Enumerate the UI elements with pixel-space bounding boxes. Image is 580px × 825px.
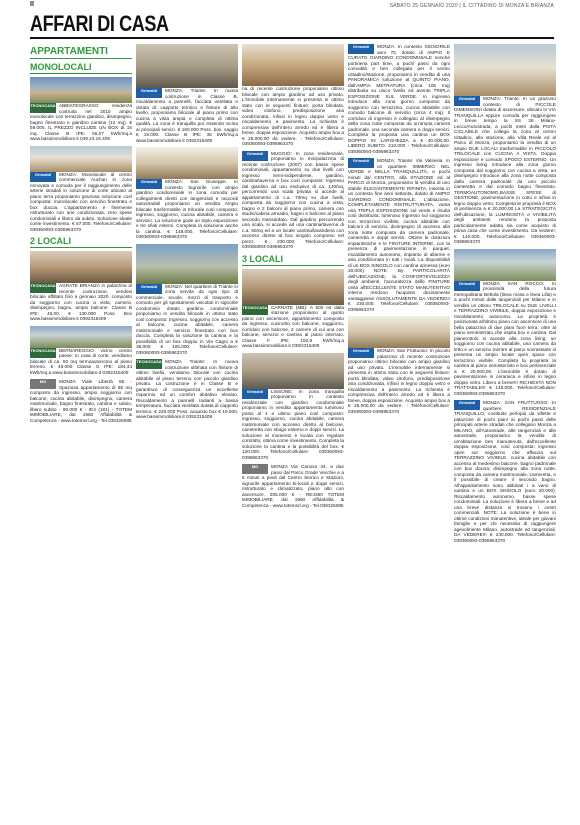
listing-text (242, 151, 344, 250)
listing-text (242, 86, 344, 147)
listing (136, 359, 238, 420)
agency-logo-grimaldi: Grimaldi (136, 88, 162, 98)
listing-description: ABBIATEGRASSO residenza costruita nel 2015 ampio monolocale con terrazzino giardino, disimpegno, bagno finestrato e giardino cantina (12 mq). € 59.000. IL PREZZO INCLUDE UN BOX di 15 mq. Classe B IPE: 56,07 kWh/mq.a www.bassimmobiliare.it 039.23.15.409 (30, 103, 132, 141)
listing-text (348, 44, 450, 154)
listing-text (454, 281, 556, 397)
listing-text (454, 400, 556, 543)
listing-text (136, 179, 238, 240)
top-bar (0, 0, 580, 10)
listing-description: MONZA: San Fruttuoso: In piccolo palazzina di recente costruzione proponiamo ottimo bilocale con ampio giardino ad uso privato. L'immobile internamente si presenta in ottimo stato con le seguenti finiture: porta blindata, video citofono, predisposizione aria condizionata, infissi in legno doppio vetro e riscaldamento a pavimento. La richiesta è comprensiva dell'intero arredo ed è libera a breve, doppia esposizione. Acquisto ampio box a € 25.000,00 da vedere. - Telefono/Cellulare: 039360093-0395963370 (348, 348, 450, 414)
column-3 (242, 44, 344, 512)
listing-description: MONZA SAN ROCCO: In prossimità della futura metropolitana Bettola (linea rossa e linea Lilla) e a pochi minuti dalle tangenziali per Milano e in vendita un ottimo TRILOCALE su DUE LIVELLI e TERRAZZINO VIVIBILE, doppia esposizione e riscaldamento autonomo. La proprietà è posizionata all'ultimo piano con ascensore di una bella palazzina di due piani fuori terra, oltre al piano seminterrato che ospita box e cantina. Dal pianerottolo si accede alla zona living: un soggiorno con cucina abitabile, una camera da letto e un servizio mentre al piano sovrastante si presenta un ampio locale open space con terrazzino vivibile. Completa la proprietà la cantina al piano seminterrato e box pertinenziale a € 20.000,00. L'immobile è dotato di pavimentazione in ceramica e infissi in legno doppio vetro. Libero a breve!!! RICHIESTA NON TRATTABILE!!! € 145.000. Telefono/Cellulare: 039360093-0395963370 (454, 280, 556, 396)
agency-logo-grimaldi: Grimaldi (242, 389, 268, 399)
listing (30, 251, 132, 322)
listing (242, 269, 344, 349)
listing-description: CARNATE (MB): A 500 mt dalla stazione proponiamo al quinto piano con ascensore, appartamento composto da ingresso, cucinotto con balcone, soggiorno, corridoio con balcone, 2 camere di cui una con balcone, servizio e cantina al piano interrato. Classe F IPE: 192,9 kWh/mq.a www.bassimmobiliare.it 039/2315409 (242, 304, 344, 348)
listing (348, 44, 450, 154)
listing-description: MONZA: Nel quartiere di Triante in zona servita da ogni tipo di commerciale, scuole, mezzi di trasporto e comodo per gli spostamenti veicolari in signorile condominio dotato giardino condominiale proponiamo in vendita bilocale in ottimo stato così composto: Ingresso, soggiorno con accesso al balcone, cucina abitabile, camera matrimoniale e servizio finestrato con box doccia. Completa la soluzione la cantina e la possibilità di un box doppio in Via Cagni a € 38.000. € 105.000. Telefono/Cellulare: 039360093-0395963370 (136, 283, 238, 355)
agency-logo-tecnocasa: TECNOCASA (136, 359, 162, 369)
agency-logo-grimaldi: Grimaldi (136, 179, 162, 189)
section-appartamenti: APPARTAMENTI (30, 46, 132, 59)
listing-text (136, 284, 238, 356)
listing-description: MONZA: Triante: Via Valsesia. In un quartiere IMMERSO NEL VERDE e NELLA TRANQUILLITÀ, a pochi minuti dal CENTRO, alla STAZIONE ed al PARCO di Monza, proponiamo la vendita di uno stabile ELEGANTEMENTE RIFINITA, inserita in un contesto fine anni settanta, dotato di AMPIO GIARDINO CONDOMINIALE. L'abitazione, COMPLETAMENTE RISTRUTTURATA, vanta una TRIPLA ESPOSIZIONE sul verde e risulta così distribuita: luminoso ingresso sul soggiorno con terrazzino vivibile, cucina abitabile con balconi di servizio, disimpegno di accesso alla zona notte composta da camera padronale, cameretta e doppi servizi. Ottime le dotazioni impiantistiche e le FINITURE INTERNE, con la presenza di pavimentazione in parquet, riscaldamento autonomo, impianto di allarme e aria condizionata in tutti i locali. La disponibilità di un BOX SINGOLO con cantina annessa (euro 20.000) NOTE: By PARTICOLARITÀ dell'UBICAZIONE, la CONFORTEVOLEZZA degli ambienti, l'accuratezza delle FINITURE unita all'ECCELLENTE STATO MANUTENTIVO interno rendono l'acquisto decisamente vantaggioso! ASSOLUTAMENTE DA VEDERE!!! € 230.000. Telefono/Cellulare: 039360093-0395963370 (348, 158, 450, 312)
listing (454, 44, 556, 245)
listing (242, 151, 344, 250)
listing (136, 44, 238, 143)
column-1 (30, 44, 132, 427)
property-photo (242, 353, 344, 389)
listing-text (348, 348, 450, 414)
property-photo (136, 147, 238, 179)
property-photo (348, 316, 450, 348)
property-photo (30, 146, 132, 172)
listing-text (30, 379, 132, 423)
listing-text (242, 389, 344, 461)
agency-logo-tecnocasa: TECNOCASA (30, 348, 56, 358)
listing (136, 244, 238, 356)
property-photo (242, 44, 344, 86)
listing (242, 44, 344, 147)
agency-logo-grimaldi: Grimaldi (454, 96, 480, 106)
agency-logo-tecnocasa: TECNOCASA (30, 103, 56, 113)
agency-logo-grimaldi: Grimaldi (30, 172, 56, 182)
listing (136, 147, 238, 240)
property-photo (454, 249, 556, 281)
listing-description: MONZA: San Giuseppe. In contesto Signorile con ampio giardino condominiale in zona comoda per collegamenti diretti con tangenziali e raccordi autostradali proponiamo un vendita Ampio bilocale trasformabile in trilocale così composto: ingresso, soggiorno, cucina abitabile, camera e servizio. La soluzione gode un triplo esposizione e tre sfiati esterni. Completa la soluzione anche la cantina. € 148.000. Telefono/Cellulare: 039360093-0395963370 (136, 179, 238, 239)
agency-logo-grimaldi: Grimaldi (136, 284, 162, 294)
agency-logo-tecnocasa: TECNOCASA (30, 283, 56, 293)
agency-logo-grimaldi: Grimaldi (348, 348, 374, 358)
page-number: II (30, 1, 34, 8)
listing-text (242, 305, 344, 349)
agency-logo-grimaldi: Grimaldi (454, 281, 480, 291)
listing-text (30, 172, 132, 233)
section-monolocali: MONOLOCALI (30, 62, 132, 74)
listing-description: MONZA: Triante: In nuova costruzione in Classe B, riscaldamento a pannelli, facciata ventilata e dotata di: cappotto termico e finiture di alto livello, proponiamo bilocale al piano primo con cucina a vista ampia e completa di ottima qualità. La zona è tranquilla pur essendo vicina ai principali servizi. € 160.000 Poss. box. saggio € 19.000. Classe B IPE: 35 kWh/mq.a www.bassimmobiliare.it 0392315409 (136, 88, 238, 143)
agency-logo-tecnocasa: TECNOCASA (242, 305, 268, 315)
listing (454, 249, 556, 397)
agency-logo-mg: MG (242, 464, 268, 474)
listing (30, 326, 132, 376)
agency-logo-grimaldi: Grimaldi (348, 44, 374, 54)
property-photo (30, 251, 132, 283)
page-title: AFFARI DI CASA (30, 11, 169, 36)
listing-description: MONZA: Triante: In un grazioso contesto di PICCOLE DIMENSIONI dotato di ascensore, ubicato in VIA TRANQUILLA eppure comoda per raggiungere in breve tempo la SS 36 Milano-Lecco/Autostrada, a pochi metri dalla PISTA CICLABILE che collega la zona al centro cittadino, alla stazione, alla Villa Reale ed al Parco di Monza, proponiamo la vendita di un ampio DUE LOCALI trasformabile in PICCOLO TRILOCALE con CUCINA A VISTA. Doppia esposizione e comodo SPOGO ESTERNO. Un ingresso living introduce alla zona giorno composta dal soggiorno con cucina a vista, un disimpegno introduce alla zona notte composta dalla camera padronale da uno piccolo cameretta e dal comodo bagno finestrato. TERMOAUTONOMO,BASSE SPESE di GESTIONE, pavimentazione in cotto e infissi in legno doppio vetro. Completa le proprietà il BOX di pertinenza a € 20.000,00 La STRATEGICITÀ dell'ubicazione, la LUMINOSITÀ e VIVIBILITÀ degli ambienti rendono la proposta particolarmente adatta sia come acquisto di prima casa che come investimento. Da vedere!. € 140.000. Telefono/Cellulare: 039360093-0395963370 (454, 96, 556, 244)
property-photo (136, 244, 238, 284)
listing-text (136, 359, 238, 420)
property-photo (136, 44, 238, 88)
listing-description: MONZA: Monolocale al centro commerciale Auchan in zona rinnovata e comoda per il raggiungimento delle arterie stradali in soluzione di corte ubicato al piano terra proponiamo graziosa soluzione così composta: monolocale con servizio finestrato e box doccia. L'appartamento è finemente ristrutturato con arie condizionata, zero spese condominiali e libero da subito. Soluzione ideale come investimento. € 57.000. Telefono/Cellulare: 039360093-0395963370 (30, 171, 132, 232)
listing (242, 464, 344, 508)
listing-text (30, 103, 132, 142)
section-2-locali: 2 LOCALI (30, 236, 132, 248)
listing-description: MONZA Via Canova 34, a due passi dal Parco Grade Vecchie e a 5 minuti a piedi dal Centro Storico e Stazioni, signorile appartamento bi-locali e doppi servizi, ristrutturato e climatizzato, piano alto con ascensore. 205.000 € - RE4350 TOTEM IMMOBILIARE, dal 1960 Affidabilità & Competenza - www.totemsrl.org - Tel.039325085 (242, 464, 344, 508)
listing-text (242, 464, 344, 508)
listing (30, 77, 132, 142)
listing-description: BERNAREGGIO vicino centro paese: In casa di corte, vendiamo bilocale di ca. 60 mq termoautonomo al piano terreno. € 49.000 Classe G IPE: 184,44 kWh/mq.a www.bassimmobiliare.it 0392315409 (30, 347, 132, 375)
property-photo (242, 269, 344, 305)
listing-description: MONZA Viale Libertà 85 - Spaziosa appartamento di 85 mq composto da ingresso, ampio soggiorno con balcone, cucina abitabile, disimpegno, camera matrimoniale, bagno finestrato, cantina e solaio, libero subito - 90.000 € - IE4 (181) - TOTEM IMMOBILIARE, dal 1960 Affidabilità & Competenza - www.totemsrl.org - Tel.039325085 (30, 379, 132, 423)
listing-description: MONZA: SAN FRUTTUOSO: In quartiere RESIDENZIALE TRANQUILLO, costituito perlopiù da villette e palazzine di pochi piani ai pochi passi delle principali arterie stradali che collegano Monza a MILANO, all'Autostrade, alle tangenziali e alle autostrade, proponiamo la vendita di un'abitazione ben manutenuta, dall'eccellente doppia esposizione, così composta: ingresso open sul soggiorno che affaccia sul TERRAZZINO VIVIBILE, cucina abitabile con accesso al medesimo balcone, bagno padronale con box doccia; disimpegno alla zona notte, composta da camera matrimoniale, cameretta, e il possibile di creare il secondo bagno. All'appartamento sono abbinati i a vano di cantina e un BOX SINGOLO (euro 20.000). Riscaldamento autonomo, basse spese condominiali. La soluzione è libera a breve e ad una breve distanza si trovano i centri commerciali. NOTE: La soluzione è bene in ottime condizioni manutentive, ideale per giovani famiglie e per chi necessita di raggiungere agevolmente Milano, autostrade ed tangenziali. DA VEDERE!!! € 230.000. Telefono/Cellulare: 039360093-0395963370 (454, 400, 556, 543)
listing (348, 158, 450, 312)
listing (348, 316, 450, 414)
column-4 (348, 44, 450, 418)
listing (242, 353, 344, 461)
listing-text (454, 96, 556, 245)
listing (30, 146, 132, 233)
column-5 (454, 44, 556, 547)
dateline: SABATO 25 GENNAIO 2020 | IL CITTADINO DI MONZA E BRIANZA (389, 3, 554, 9)
listing-text (30, 283, 132, 322)
listing-text (30, 348, 132, 376)
agency-logo-grimaldi: Grimaldi (454, 400, 480, 410)
listing-description: MONZA: In contesto SIGNORILE anni 70, dotato di AMPIO E CURATO GIARDINO CONDOMINIALE nonché portineria part time, a pochi passi da ogni comodità e ben collegata per il centro cittadino/stazione, proponiamo in vendita di una PANORAMICA soluzione al QUINTO PIANO, dall'AMPIA METRATURA (circa 105 mq) distribuita su unico livello ed avente TRIPLA ESPOSIZIONE SUL VERDE. In ingresso introduce alla zona giorno composto da soggiorno con terrazzino, cucina abitabile con comodo balcone di servizio (circa 4 mq). Il corridoio di ingresso è collegato al disimpegno della zona notte composta da un'ampia camera padronale, una seconda camera e doppi servizi. Completa la proposta una cantina un BOX DOPPIO IN LARGHEZZA a € 40.000,00. LIBERO SUBITO. 210.000 - Telefono/Cellulare: 039360093-0395963370 (348, 44, 450, 154)
agency-logo-grimaldi: Grimaldi (348, 158, 374, 168)
listing-description: MONZA Triante: In nuova costruzione ultimata con finiture di ottimo livello, vendiamo bilocale con cucina abitabile al piano terreno con piccolo giardino privato. La costruzione è in Classe B e garantisce di conseguenza un eccellente risparmio ed un comfort abitativo elevato. Riscaldamento a pannelli radianti a bassa temperatura, facciata ventilata dotata di cappotto termico. € 220.000 Poss. acquisto box € 19.000. www.bassimmobiliare.it 0392315409 (136, 359, 238, 419)
listing-description: MUGGIÒ: In zona residenziale, proponiamo in minipalazzina di recente costruzione (2007) con basse spese condominiali, appartamento su due livelli con ingresso semi-indipendente, giardino, cantina/taverna e box così composto: Ingresso dal giardino ad uso esclusivo di ca. 140mq, percorrendo una scala privata si accede al appartamento di c.a. 70mq su due livelli, composta da soggiorno con cucina a vista, bagno e 2 balconi al piano primo, camera con studio/cabina armadio, bagno e balcone al piano secondo mansardato. Dal giardino percorrendo una scala, si accede ad una cantina/taverna di c.a. 50mq ed a un locale cantina/lavanderia con accesso diretto al box singolo compreso nel prezz. € 230.000. Telefono/Cellulare: 039360093-0395963370 (242, 150, 344, 249)
listing-description: na di recente costruzione proponiamo ottimo bilocale con ampio giardino ad uso privato. L'immobile internamente si presenta in ottimo stato con le seguenti finiture: porta blindata, video citofono, predisposizione aria condizionata, infissi in legno doppio vetro e riscaldamento a pavimento. La richiesta è comprensiva dell'intero arredo ed è libera a breve, doppia esposizione. Acquisto ampio box a € 25.000,00 da vedere. - Telefono/Cellulare: 039360093-0395963370 (242, 86, 344, 146)
property-photo (30, 77, 132, 103)
listing-description: LISSONE: In zona tranquilla proponiamo in contesto residenziale con giardino condominiale proponiamo in vendita appartamento luminoso posto al 4 e ultimo piano così composto: ingresso, soggiorno, cucina abitabile, camera matrimoniale con accesso diretto al balcone, cameretta con sbogo esterno e doppi servizi. La soluzione al momento è locata con regolare contratto, ottima come investimento. Completa la soluzione la cantina e la possibilità del box. € 130.000. Telefono/Cellulare: 039360093-0395963370 (242, 388, 344, 460)
title-rule (30, 37, 554, 39)
agency-logo-grimaldi: Grimaldi (242, 151, 268, 161)
agency-logo-mg: MG (30, 379, 56, 389)
listing (30, 379, 132, 423)
listing (454, 400, 556, 543)
property-photo (454, 44, 556, 96)
column-2 (136, 44, 238, 424)
listing-description: AGRATE BRIANZA in palazzina di recente costruzione, vendesi bilocale affittato fino a gennaio 2020. composto da soggiorno con cucina a vista, camera, disimpegno, bagno, ampio balcone. Classe B IPE: 46,00. € 130.000 Poss. Box www.bassimmobiliare.it 0392315409 (30, 283, 132, 321)
listing-text (136, 88, 238, 143)
section-3-locali: 3 LOCALI (242, 254, 344, 266)
property-photo (30, 326, 132, 348)
listing-text (348, 158, 450, 312)
